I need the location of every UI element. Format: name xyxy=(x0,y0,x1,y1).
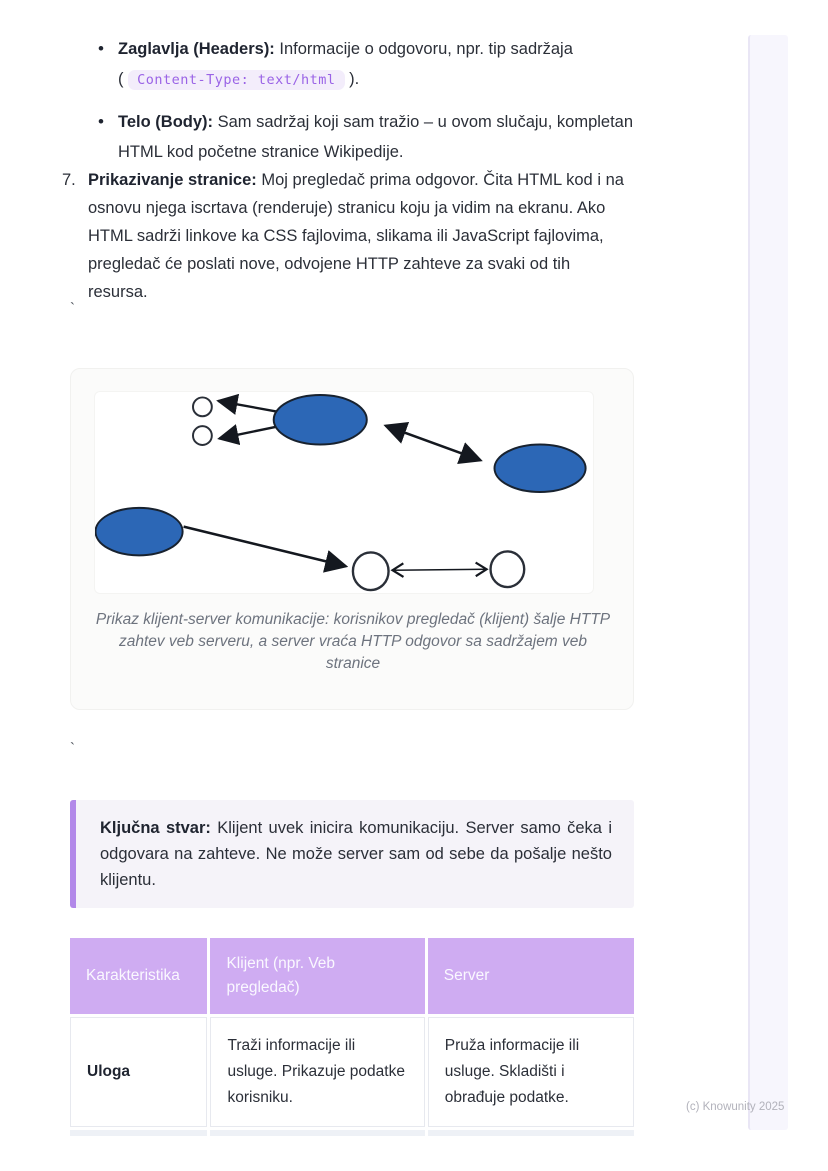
paren-close: ). xyxy=(349,70,360,88)
comparison-table xyxy=(67,935,637,1139)
list-item-body xyxy=(98,107,636,167)
callout-text xyxy=(100,815,612,893)
cell-cutoff xyxy=(210,1130,424,1136)
cell-server: Pruža informacije ili usluge. Skladišti i obrađuje podatke. xyxy=(428,1017,634,1127)
header-klijent: Klijent (npr. Veb pregledač) xyxy=(210,938,424,1014)
cell-cutoff xyxy=(70,1130,207,1136)
small-client-node-2 xyxy=(193,426,212,445)
bullet-text-headers xyxy=(118,34,573,95)
numbered-item-7 xyxy=(62,166,634,306)
client-server-diagram xyxy=(95,392,593,593)
key-point-callout xyxy=(70,800,634,908)
list-item-headers xyxy=(98,34,636,95)
bullet-label: Telo (Body): xyxy=(118,113,214,131)
figure-card xyxy=(70,368,634,710)
stray-backtick: ` xyxy=(70,740,75,757)
stray-backtick: ` xyxy=(70,300,75,317)
double-arrow-server-server xyxy=(386,426,481,461)
item-number: 7. xyxy=(62,171,76,189)
arrow-server-to-client xyxy=(184,527,346,567)
client-server-diagram-image xyxy=(94,391,594,594)
bullet-list xyxy=(98,34,636,179)
inline-code: Content-Type: text/html xyxy=(128,70,344,90)
table-row xyxy=(70,1017,634,1127)
server-node-top xyxy=(274,395,367,445)
arrow-to-client-1 xyxy=(218,401,283,413)
cell-cutoff xyxy=(428,1130,634,1136)
cell-client: Traži informacije ili usluge. Prikazuje podatke korisniku. xyxy=(210,1017,424,1127)
double-arrow-client-client xyxy=(393,569,487,570)
item-label: Prikazivanje stranice: xyxy=(88,171,257,189)
bullet-text-body xyxy=(118,107,636,167)
bullet-text: Sam sadržaj koji sam tražio – u ovom slučaju, kompletan HTML kod početne stranice Wikipedije. xyxy=(118,113,634,161)
bullet-icon: • xyxy=(98,112,104,131)
client-node-2 xyxy=(491,551,525,587)
header-karakteristika: Karakteristika xyxy=(70,938,207,1014)
bullet-text: Informacije o odgovoru, npr. tip sadržaja xyxy=(279,40,573,58)
callout-label: Ključna stvar: xyxy=(100,819,211,837)
header-server: Server xyxy=(428,938,634,1014)
bullet-label: Zaglavlja (Headers): xyxy=(118,40,275,58)
item-body: Moj pregledač prima odgovor. Čita HTML kod i na osnovu njega iscrtava (renderuje) stranicu koju ja vidim na ekranu. Ako HTML sadrži linkove ka CSS fajlovima, slikama ili JavaScript fajlovima, pregledač će poslati nove, odvojene HTTP zahteve za svaki od tih resursa. xyxy=(88,171,624,301)
arrow-to-client-2 xyxy=(219,426,281,439)
small-client-node-1 xyxy=(193,397,212,416)
bullet-icon: • xyxy=(98,39,104,58)
table-header-row xyxy=(70,938,634,1014)
table-row-cutoff xyxy=(70,1130,634,1136)
paren-open: ( xyxy=(118,70,124,88)
callout-body: Klijent uvek inicira komunikaciju. Server samo čeka i odgovara na zahteve. Ne može server sam od sebe da pošalje nešto klijentu. xyxy=(100,819,612,889)
client-node-1 xyxy=(353,552,389,590)
server-node-right xyxy=(495,444,586,492)
server-node-left xyxy=(95,508,182,556)
cell-feature: Uloga xyxy=(70,1017,207,1127)
side-scrollbar-track[interactable] xyxy=(748,35,788,1130)
watermark: (c) Knowunity 2025 xyxy=(686,1101,785,1113)
figure-caption: Prikaz klijent-server komunikacije: korisnikov pregledač (klijent) šalje HTTP zahtev veb serveru, a server vraća HTTP odgovor sa sadržajem veb stranice xyxy=(95,611,611,672)
item-text xyxy=(88,166,634,306)
